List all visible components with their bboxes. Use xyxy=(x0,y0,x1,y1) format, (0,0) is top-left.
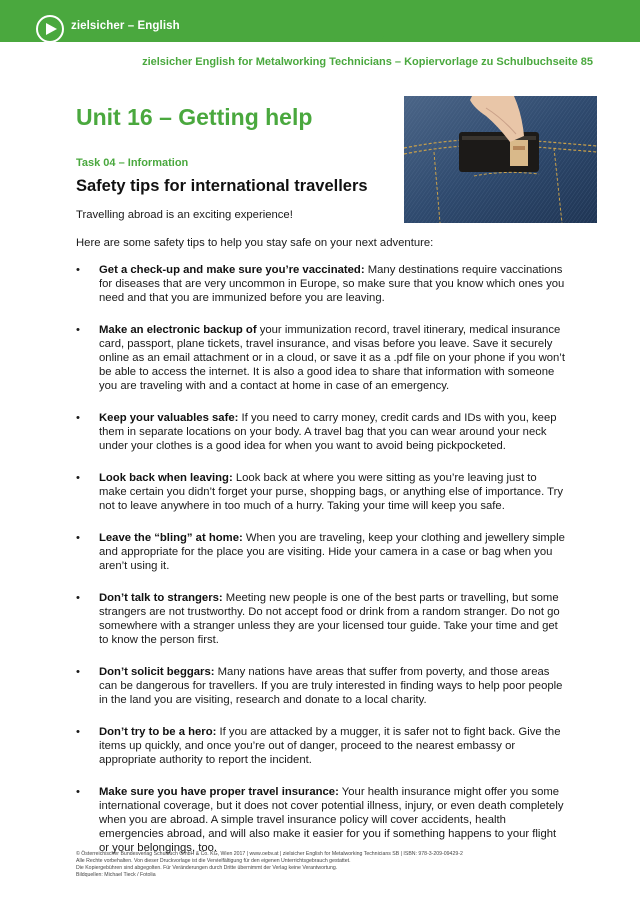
banner-wavy-edge xyxy=(0,34,640,48)
list-item xyxy=(76,725,566,767)
footer xyxy=(76,851,576,879)
page-title: Unit 16 – Getting help xyxy=(76,104,313,130)
list-item xyxy=(76,263,566,305)
list-item xyxy=(76,591,566,647)
bullet-icon: • xyxy=(76,666,80,678)
list-item xyxy=(76,531,566,573)
bullet-icon: • xyxy=(76,786,80,798)
tip-body: If you need to carry money, credit cards and IDs with you, keep them in separate locations on your body. A travel bag that you can wear around your neck under your clothes is a good idea for when you want to avoid being pickpocketed. xyxy=(99,412,557,452)
bullet-icon: • xyxy=(76,324,80,336)
section-heading: Safety tips for international travellers xyxy=(76,177,368,195)
bullet-icon: • xyxy=(76,264,80,276)
tip-body: Your health insurance might offer you some international coverage, but it does not cover potential illness, injury, or even death completely when you are abroad. A simple travel insurance policy will cover accidents, health emergencies abroad, and will also make it easier for you if something happens to your flight or your belongings, too. xyxy=(99,786,564,854)
footer-rights: Alle Rechte vorbehalten. Von dieser Druckvorlage ist die Vervielfältigung für den eigenen Unterrichtsgebrauch gestattet. xyxy=(76,858,351,864)
list-item xyxy=(76,785,566,855)
tip-lead: Get a check-up and make sure you’re vaccinated: xyxy=(99,264,365,276)
tip-body: When you are traveling, keep your clothing and jewellery simple and appropriate for the place you are visiting. Hide your camera in a case or bag when you aren’t using it. xyxy=(99,532,565,572)
task-label: Task 04 – Information xyxy=(76,157,189,169)
tip-body: Look back at where you were sitting as you’re leaving just to make certain you didn’t forget your purse, shopping bags, or anything else of importance. Try not to leave anywhere in too much of a hurry. Taking your time will keep you safe. xyxy=(99,472,564,512)
bullet-icon: • xyxy=(76,472,80,484)
tip-body: If you are attacked by a mugger, it is safer not to fight back. Give the items up quickly, and once you’re out of danger, proceed to the nearest embassy or appropriate authority to report the incident. xyxy=(99,726,561,766)
footer-copyright: © Österreichischer Bundesverlag Schulbuch GmbH & Co. KG, Wien 2017 | www.oebv.at | zielsicher English for Metalworking Technicians SB | ISBN: 978-3-209-09429-2 xyxy=(76,851,463,857)
safety-tips-list xyxy=(76,263,566,873)
bullet-icon: • xyxy=(76,532,80,544)
intro-line: Travelling abroad is an exciting experience! xyxy=(76,209,293,221)
bullet-icon: • xyxy=(76,726,80,738)
list-item xyxy=(76,665,566,707)
bullet-icon: • xyxy=(76,592,80,604)
tip-lead: Don’t try to be a hero: xyxy=(99,726,217,738)
footer-fees: Die Kopiergebühren sind abgegolten. Für Veränderungen durch Dritte übernimmt der Verlag keine Verantwortung. xyxy=(76,865,338,871)
tip-body: Meeting new people is one of the best parts or travelling, but some strangers are not trustworthy. Do not accept food or drink from a random stranger. Do not go somewhere with a stranger unless they are your licensed tour guide. Take your time and get to know the person first. xyxy=(99,592,560,646)
tip-lead: Don’t talk to strangers: xyxy=(99,592,223,604)
tip-lead: Don’t solicit beggars: xyxy=(99,666,215,678)
photo-jeans-pocket-wallet xyxy=(404,96,597,223)
tip-body: your immunization record, travel itinerary, medical insurance card, passport, plane tickets, travel insurance, and visas before you leave. Save it securely online as an email attachment or in a cloud, or save it as a .pdf file on your phone if you won’t be able to access the internet. It is also a good idea to share that information with someone you are traveling with and a contact at home in case of an emergency. xyxy=(99,324,565,392)
play-logo-icon xyxy=(36,15,64,43)
worksheet-subheader: zielsicher English for Metalworking Technicians – Kopiervorlage zu Schulbuchseite 85 xyxy=(142,56,593,68)
tip-lead: Keep your valuables safe: xyxy=(99,412,239,424)
tip-lead: Make an electronic backup of xyxy=(99,324,257,336)
intro-line: Here are some safety tips to help you stay safe on your next adventure: xyxy=(76,237,434,249)
brand-name: zielsicher – English xyxy=(71,20,180,32)
tip-body: Many nations have areas that suffer from poverty, and those areas can be dangerous for travellers. If you are truly interested in finding ways to help poor people in the land you are visiting, research and donate to a local charity. xyxy=(99,666,563,706)
tip-lead: Look back when leaving: xyxy=(99,472,233,484)
tip-lead: Make sure you have proper travel insurance: xyxy=(99,786,339,798)
tip-lead: Leave the “bling” at home: xyxy=(99,532,243,544)
bullet-icon: • xyxy=(76,412,80,424)
list-item xyxy=(76,471,566,513)
list-item xyxy=(76,323,566,393)
list-item xyxy=(76,411,566,453)
footer-image-credit: Bildquellen: Michael Tieck / Fotolia xyxy=(76,872,156,878)
tip-body: Many destinations require vaccinations for diseases that are very uncommon in Europe, so make sure that you know which ones you need and that you are immunized before you are leaving. xyxy=(99,264,565,304)
